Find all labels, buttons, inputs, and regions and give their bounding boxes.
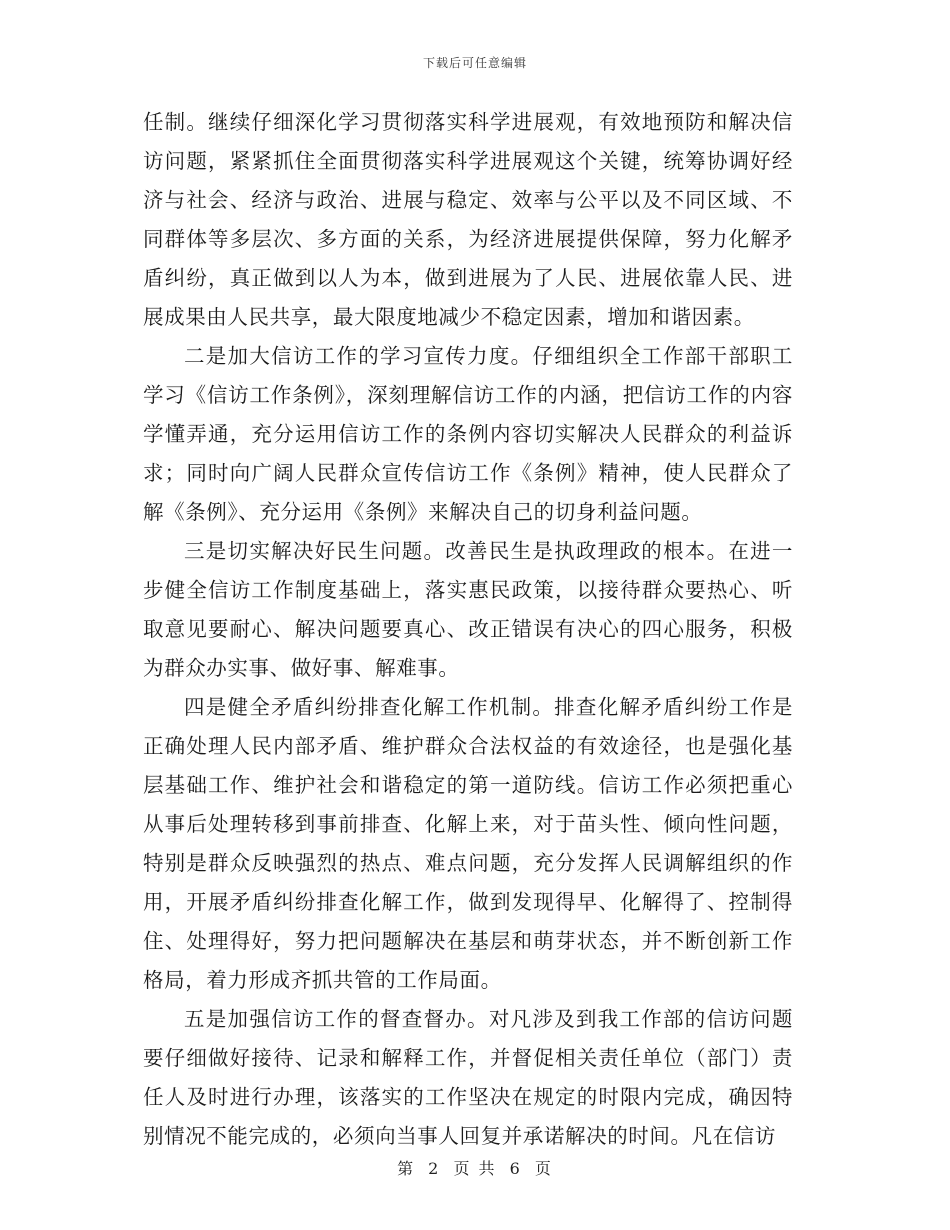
paragraph-dispute-mechanism: 四是健全矛盾纠纷排查化解工作机制。排查化解矛盾纠纷工作是正确处理人民内部矛盾、维护群众合法权益的有效途径，也是强化基层基础工作、维护社会和谐稳定的第一道防线。信访工作必须把重心从事后处理转移到事前排查、化解上来，对于苗头性、倾向性问题，特别是群众反映强烈的热点、难点问题，充分发挥人民调解组织的作用，开展矛盾纠纷排查化解工作，做到发现得早、化解得了、控制得住、处理得好，努力把问题解决在基层和萌芽状态，并不断创新工作格局，着力形成齐抓共管的工作局面。	[143, 695, 793, 992]
paragraph-continued: 任制。继续仔细深化学习贯彻落实科学进展观，有效地预防和解决信访问题，紧紧抓住全面贯彻落实科学进展观这个关键，统筹协调好经济与社会、经济与政治、进展与稳定、效率与公平以及不同区域、不同群体等多层次、多方面的关系，为经济进展提供保障，努力化解矛盾纠纷，真正做到以人为本，做到进展为了人民、进展依靠人民、进展成果由人民共享，最大限度地减少不稳定因素，增加和谐因素。	[143, 110, 793, 329]
paragraph-supervision: 五是加强信访工作的督查督办。对凡涉及到我工作部的信访问题要仔细做好接待、记录和解释工作，并督促相关责任单位（部门）责任人及时进行办理，该落实的工作坚决在规定的时限内完成，确因特别情况不能完成的，必须向当事人回复并承诺解决的时间。凡在信访	[143, 1007, 793, 1148]
page-footer	[0, 1156, 950, 1179]
document-body	[143, 103, 793, 1156]
footer-middle: 页 共	[453, 1159, 497, 1178]
footer-prefix: 第	[397, 1159, 416, 1178]
page-header: 下载后可任意编辑	[422, 56, 527, 70]
paragraph-study-publicity: 二是加大信访工作的学习宣传力度。仔细组织全工作部干部职工学习《信访工作条例》，深刻理解信访工作的内涵，把信访工作的内容学懂弄通，充分运用信访工作的条例内容切实解决人民群众的利益诉求；同时向广阔人民群众宣传信访工作《条例》精神，使人民群众了解《条例》、充分运用《条例》来解决自己的切身利益问题。	[143, 344, 793, 524]
footer-suffix: 页	[534, 1159, 553, 1178]
footer-current-page: 2	[428, 1159, 441, 1178]
paragraph-livelihood: 三是切实解决好民生问题。改善民生是执政理政的根本。在进一步健全信访工作制度基础上，落实惠民政策，以接待群众要热心、听取意见要耐心、解决问题要真心、改正错误有决心的四心服务，积极为群众办实事、做好事、解难事。	[143, 539, 793, 680]
footer-total-pages: 6	[509, 1159, 522, 1178]
